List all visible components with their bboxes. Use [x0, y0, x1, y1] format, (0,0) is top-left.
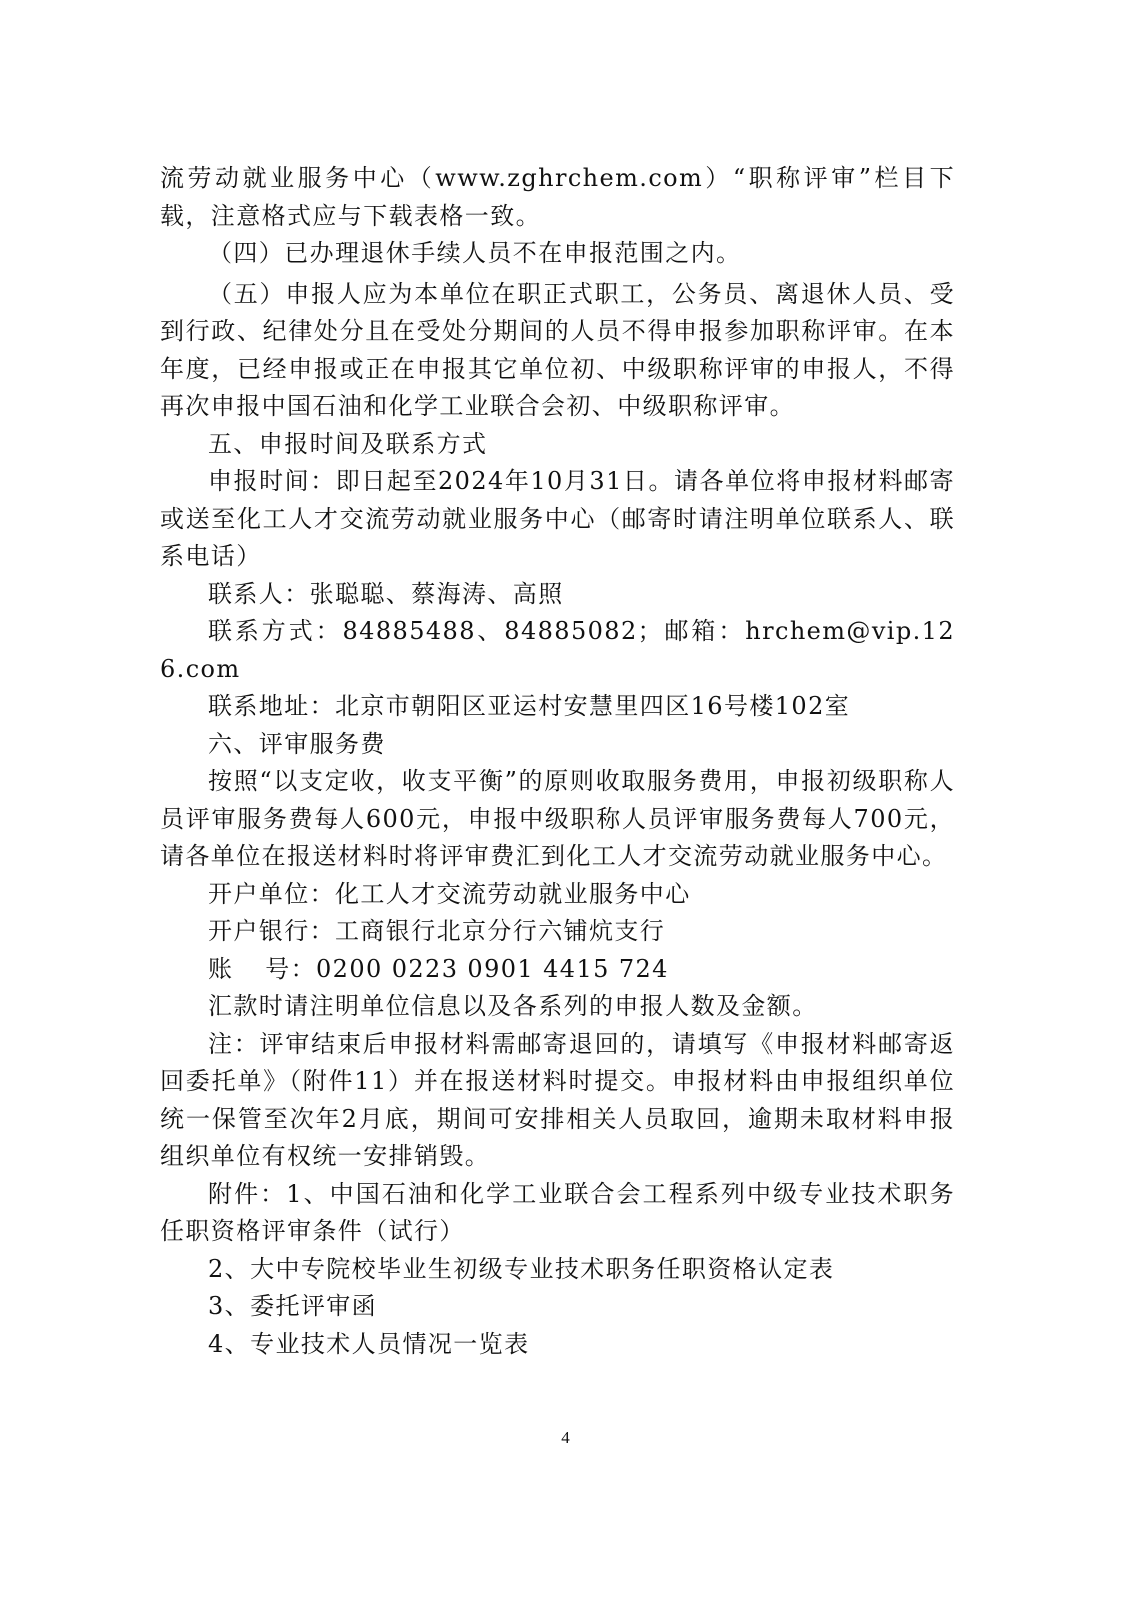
attachment-2: 2、大中专院校毕业生初级专业技术职务任职资格认定表	[208, 1254, 835, 1283]
contact-phone-email: 联系方式：84885488、84885082；邮箱：hrchem@vip.126.com	[160, 617, 955, 683]
paragraph-download-note: 流劳动就业服务中心（www.zghrchem.com）“职称评审”栏目下载，注意格式应与下载表格一致。	[160, 164, 955, 230]
document-body	[160, 160, 955, 1363]
paragraph-application-time: 申报时间：即日起至2024年10月31日。请各单位将申报材料邮寄或送至化工人才交流劳动就业服务中心（邮寄时请注明单位联系人、联系电话）	[160, 467, 955, 570]
page-number: 4	[561, 1428, 570, 1447]
paragraph-return-note: 注：评审结束后申报材料需邮寄退回的，请填写《申报材料邮寄返回委托单》（附件11）并在报送材料时提交。申报材料由申报组织单位统一保管至次年2月底，期间可安排相关人员取回，逾期未取材料申报组织单位有权统一安排销毁。	[160, 1029, 955, 1170]
account-label-b: 号：	[265, 954, 316, 983]
bank-account	[160, 951, 955, 989]
attachment-1: 附件：1、中国石油和化学工业联合会工程系列中级专业技术职务任职资格评审条件（试行）	[160, 1179, 955, 1245]
section-heading-fee: 六、评审服务费	[208, 729, 386, 758]
section-heading-time-contact: 五、申报时间及联系方式	[208, 429, 488, 458]
attachment-3: 3、委托评审函	[208, 1292, 378, 1320]
bank-unit: 开户单位：化工人才交流劳动就业服务中心	[208, 879, 691, 908]
contact-address: 联系地址：北京市朝阳区亚运村安慧里四区16号楼102室	[208, 692, 851, 720]
remit-note: 汇款时请注明单位信息以及各系列的申报人数及金额。	[208, 992, 818, 1020]
paragraph-retired-exclusion: （四）已办理退休手续人员不在申报范围之内。	[208, 239, 742, 267]
account-label-a: 账	[208, 954, 234, 983]
bank-name: 开户银行：工商银行北京分行六铺炕支行	[208, 917, 666, 945]
paragraph-fee: 按照“以支定收，收支平衡”的原则收取服务费用，申报初级职称人员评审服务费每人600元，申报中级职称人员评审服务费每人700元，请各单位在报送材料时将评审费汇到化工人才交流劳动就业服务中心。	[160, 767, 955, 870]
account-number: 0200 0223 0901 4415 724	[316, 954, 669, 983]
contact-person: 联系人：张聪聪、蔡海涛、高照	[208, 579, 564, 608]
attachment-4: 4、专业技术人员情况一览表	[208, 1329, 530, 1358]
paragraph-eligibility: （五）申报人应为本单位在职正式职工，公务员、离退休人员、受到行政、纪律处分且在受处分期间的人员不得申报参加职称评审。在本年度，已经申报或正在申报其它单位初、中级职称评审的申报人，不得再次申报中国石油和化学工业联合会初、中级职称评审。	[160, 279, 955, 420]
